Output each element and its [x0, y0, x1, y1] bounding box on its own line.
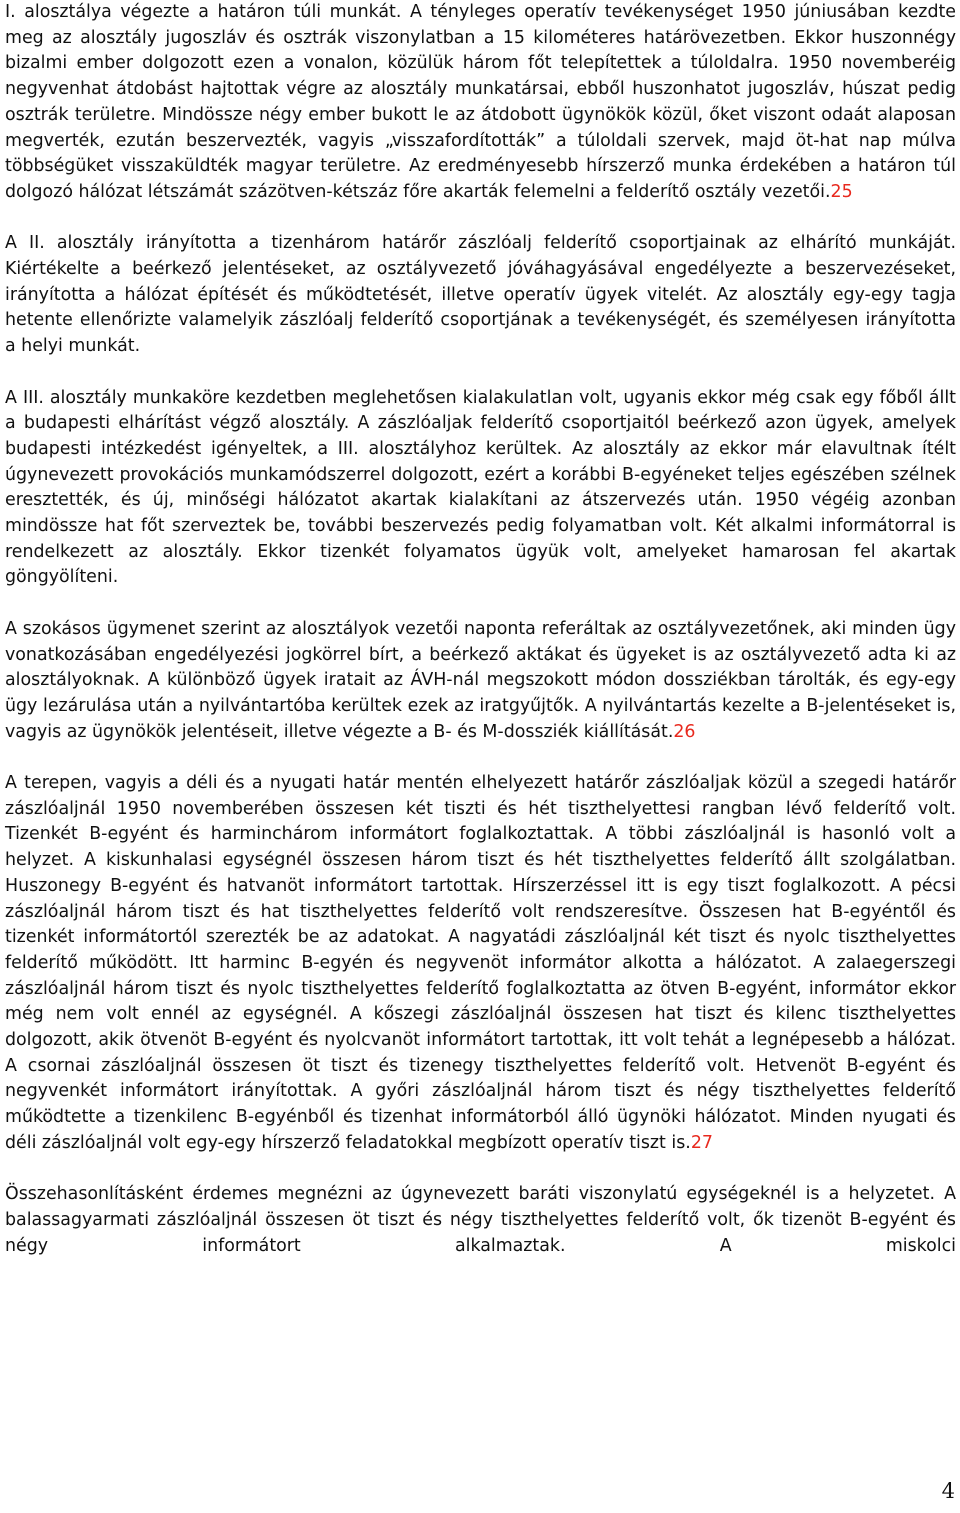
paragraph-6 [5, 1182, 956, 1259]
paragraph-2-text: A II. alosztály irányította a tizenhárom határőr zászlóalj felderítő csoportjainak az elhárító munkáját. Kiértékelte a beérkező jelentéseket, az osztályvezető jóváhagyásával engedélyezte a beszervezéseket, irányította a hálózat építését és működtetését, illetve operatív ügyek vitelét. Az alosztály egy-egy tagja hetente ellenőrizte valamelyik zászlóalj felderítő csoportjának a tevékenységét, és személyesen irányította a helyi munkát. [5, 233, 956, 357]
paragraph-4 [5, 617, 956, 746]
paragraph-4-text: A szokásos ügymenet szerint az alosztályok vezetői naponta referáltak az osztályvezetőnek, aki minden ügy vonatkozásában engedélyezési jogkörrel bírt, a beérkező aktákat és ügyeket is az osztályvezető adta ki az alosztályoknak. A különböző ügyek iratait az ÁVH-nál megszokott módon dossziékban tárolták, és egy-egy ügy lezárulása után a nyilvántartóba kerültek ezek az iratgyűjtők. A nyilvántartás kezelte a B-jelentéseket is, vagyis az ügynökök jelentéseit, illetve végezte a B- és M-dossziék kiállítását. [5, 618, 956, 742]
footnote-ref-26[interactable]: 26 [673, 721, 696, 742]
footnote-ref-27[interactable]: 27 [690, 1132, 713, 1153]
paragraph-2 [5, 231, 956, 360]
document-page [5, 0, 956, 1285]
paragraph-1-text: I. alosztálya végezte a határon túli munkát. A tényleges operatív tevékenységet 1950 júniusában kezdte meg az alosztály jugoszláv és osztrák viszonylatban a 15 kilométeres határövezetben. Ekkor huszonnégy bizalmi ember dolgozott ezen a vonalon, közülük három főt telepítettek a túloldalra. 1950 novemberéig negyvenhat átdobást hajtottak végre az alosztály munkatársai, ebből huszonhatot jugoszláv, húszat pedig osztrák területre. Mindössze négy ember bukott le az átdobott ügynökök közül, őket viszont odaát alaposan megverték, ezután beszervezték, vagyis „visszafordították” a túloldali szervek, majd öt-hat nap múlva többségüket visszaküldték magyar területre. Az eredményesebb hírszerző munka érdekében a határon túl dolgozó hálózat létszámát százötven-kétszáz főre akarták felemelni a felderítő osztály vezetői. [5, 2, 956, 202]
paragraph-5 [5, 771, 956, 1157]
paragraph-5-text: A terepen, vagyis a déli és a nyugati határ mentén elhelyezett határőr zászlóaljak közül a szegedi határőr zászlóaljnál 1950 novemberében összesen két tiszti és hét tiszthelyettesi rangban lévő felderítő volt. Tizenkét B-egyént és harminchárom informátort foglalkoztattak. A többi zászlóaljnál is hasonló volt a helyzet. A kiskunhalasi egységnél összesen három tiszt és hét tiszthelyettes felderítő állt szolgálatban. Huszonegy B-egyént és hatvanöt informátort tartottak. Hírszerzéssel itt is egy tiszt foglalkozott. A pécsi zászlóaljnál három tiszt és hat tiszthelyettes felderítő volt rendszeresítve. Összesen hat B-egyéntől és tizenkét informátortól szerezték be az adatokat. A nagyatádi zászlóaljnál két tiszt és nyolc tiszthelyettes felderítő működött. Itt harminc B-egyén és negyvenöt informátor alkotta a hálózatot. A zalaegerszegi zászlóaljnál három tiszt és nyolc tiszthelyettes felderítő foglalkoztatta az ötven B-egyént, informátor ekkor még nem volt ennél az egységnél. A kőszegi zászlóaljnál összesen hat tiszt és kilenc tiszthelyettes dolgozott, akik ötvenöt B-egyént és nyolcvanöt informátort tartottak, itt volt tehát a legnépesebb a hálózat. A csornai zászlóaljnál összesen öt tiszt és tizenegy tiszthelyettes felderítő volt. Hetvenöt B-egyént és negyvenkét informátort irányítottak. A győri zászlóaljnál három tiszt és négy tiszthelyettes felderítő működtette a tizenkilenc B-egyénből és tizenhat informátorból álló ügynöki hálózatot. Minden nyugati és déli zászlóaljnál volt egy-egy hírszerző feladatokkal megbízott operatív tiszt is. [5, 773, 956, 1153]
paragraph-6-text: Összehasonlításként érdemes megnézni az úgynevezett baráti viszonylatú egységeknél is a helyzetet. A balassagyarmati zászlóaljnál összesen öt tiszt és négy tiszthelyettes felderítő volt, ők tizenöt B-egyént és négy informátort alkalmaztak. A miskolci [5, 1184, 956, 1256]
footnote-ref-25[interactable]: 25 [830, 181, 853, 202]
page-number: 4 [941, 1479, 955, 1503]
paragraph-3 [5, 386, 956, 592]
paragraph-1 [5, 0, 956, 206]
paragraph-3-text: A III. alosztály munkaköre kezdetben meglehetősen kialakulatlan volt, ugyanis ekkor még csak egy főből állt a budapesti elhárítást végző alosztály. A zászlóaljak felderítő csoportjaitól beérkező azon ügyek, amelyek budapesti intézkedést igényeltek, a III. alosztályhoz kerültek. Az alosztály az ekkor már elavultnak ítélt úgynevezett provokációs munkamódszerrel dolgozott, ezért a korábbi B-egyéneket teljes egészében szélnek eresztették, és új, minőségi hálózatot akartak kialakítani az átszervezés után. 1950 végéig azonban mindössze hat főt szerveztek be, további beszervezés pedig folyamatban volt. Két alkalmi informátorral is rendelkezett az alosztály. Ekkor tizenkét folyamatos ügyük volt, amelyeket hamarosan fel akartak göngyölíteni. [5, 387, 956, 588]
